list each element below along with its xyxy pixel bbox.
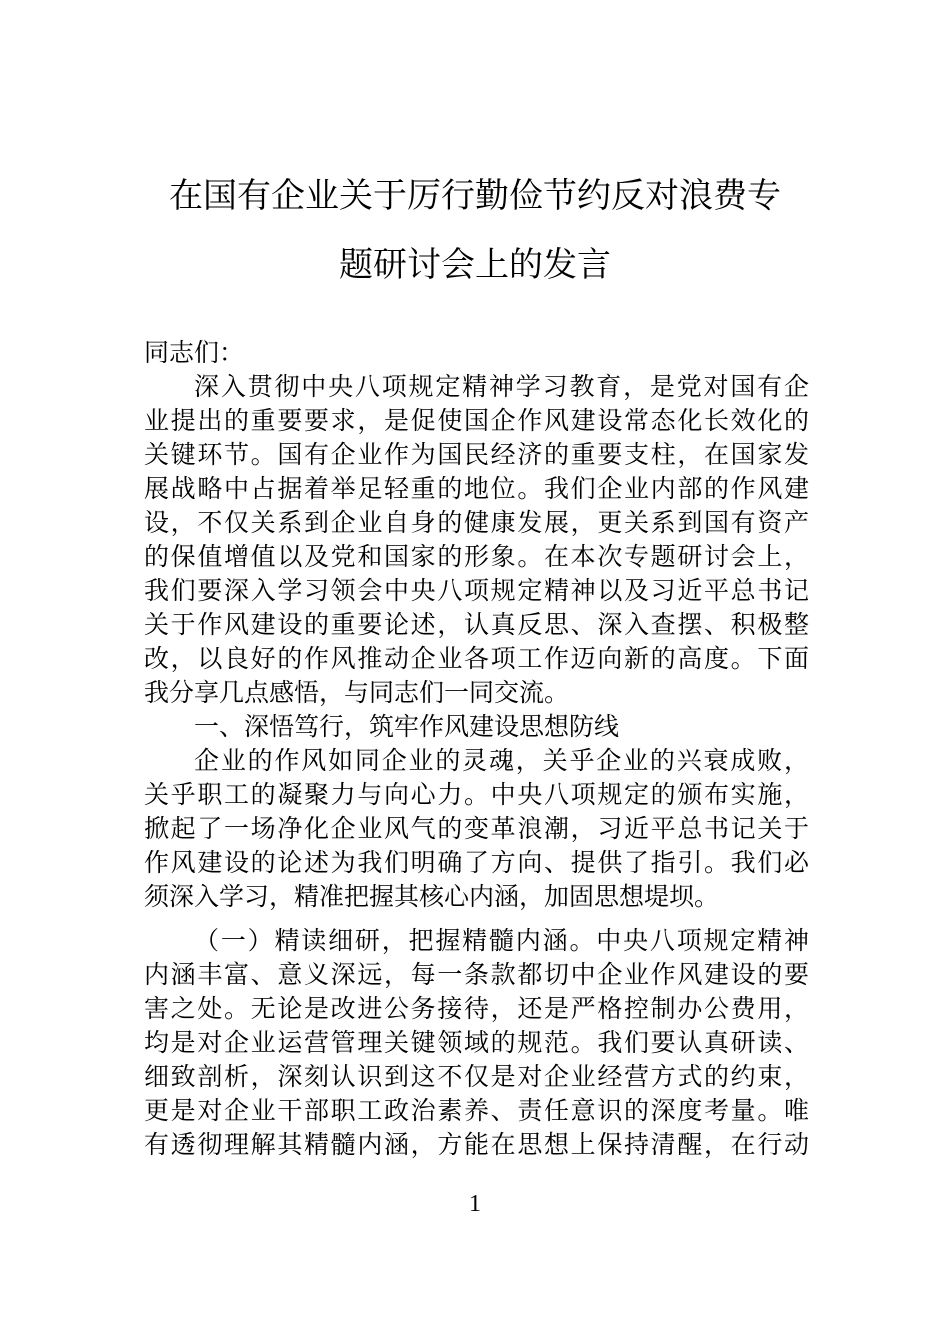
- paragraph-line: 关键环节。国有企业作为国民经济的重要支柱，在国家发: [144, 440, 809, 469]
- salutation: 同志们：: [144, 338, 245, 367]
- paragraph-line: 关于作风建设的重要论述，认真反思、深入查摆、积极整: [144, 610, 809, 639]
- paragraph-line: 设，不仅关系到企业自身的健康发展，更关系到国有资产: [144, 508, 809, 537]
- document-title-line-2: 题研讨会上的发言: [339, 245, 611, 285]
- paragraph-line: 作风建设的论述为我们明确了方向、提供了指引。我们必: [144, 848, 809, 877]
- paragraph-line: 企业的作风如同企业的灵魂，关乎企业的兴衰成败，: [194, 746, 809, 775]
- paragraph-line: 我分享几点感悟，与同志们一同交流。: [144, 678, 570, 707]
- paragraph-line: 改，以良好的作风推动企业各项工作迈向新的高度。下面: [144, 644, 809, 673]
- paragraph-line: 业提出的重要要求，是促使国企作风建设常态化长效化的: [144, 406, 809, 435]
- paragraph-line: 关乎职工的凝聚力与向心力。中央八项规定的颁布实施，: [144, 780, 809, 809]
- paragraph-line: 均是对企业运营管理关键领域的规范。我们要认真研读、: [144, 1028, 809, 1057]
- paragraph-line: 的保值增值以及党和国家的形象。在本次专题研讨会上，: [144, 542, 809, 571]
- paragraph-line: 内涵丰富、意义深远，每一条款都切中企业作风建设的要: [144, 960, 809, 989]
- paragraph-line: 深入贯彻中央八项规定精神学习教育，是党对国有企: [194, 372, 809, 401]
- paragraph-line: 掀起了一场净化企业风气的变革浪潮，习近平总书记关于: [144, 814, 809, 843]
- paragraph-line: 展战略中占据着举足轻重的地位。我们企业内部的作风建: [144, 474, 809, 503]
- paragraph-line: 害之处。无论是改进公务接待，还是严格控制办公费用，: [144, 994, 809, 1023]
- paragraph-line: 须深入学习，精准把握其核心内涵，加固思想堤坝。: [144, 882, 720, 911]
- page-number: 1: [469, 1191, 481, 1217]
- paragraph-line: 细致剖析，深刻认识到这不仅是对企业经营方式的约束，: [144, 1062, 809, 1091]
- paragraph-line: （一）精读细研，把握精髓内涵。中央八项规定精神: [194, 926, 809, 955]
- paragraph-line: 我们要深入学习领会中央八项规定精神以及习近平总书记: [144, 576, 809, 605]
- paragraph-line: 更是对企业干部职工政治素养、责任意识的深度考量。唯: [144, 1096, 809, 1125]
- paragraph-line: 有透彻理解其精髓内涵，方能在思想上保持清醒，在行动: [144, 1130, 809, 1159]
- section-heading: 一、深悟笃行，筑牢作风建设思想防线: [194, 712, 620, 741]
- document-title-line-1: 在国有企业关于厉行勤俭节约反对浪费专: [169, 176, 781, 216]
